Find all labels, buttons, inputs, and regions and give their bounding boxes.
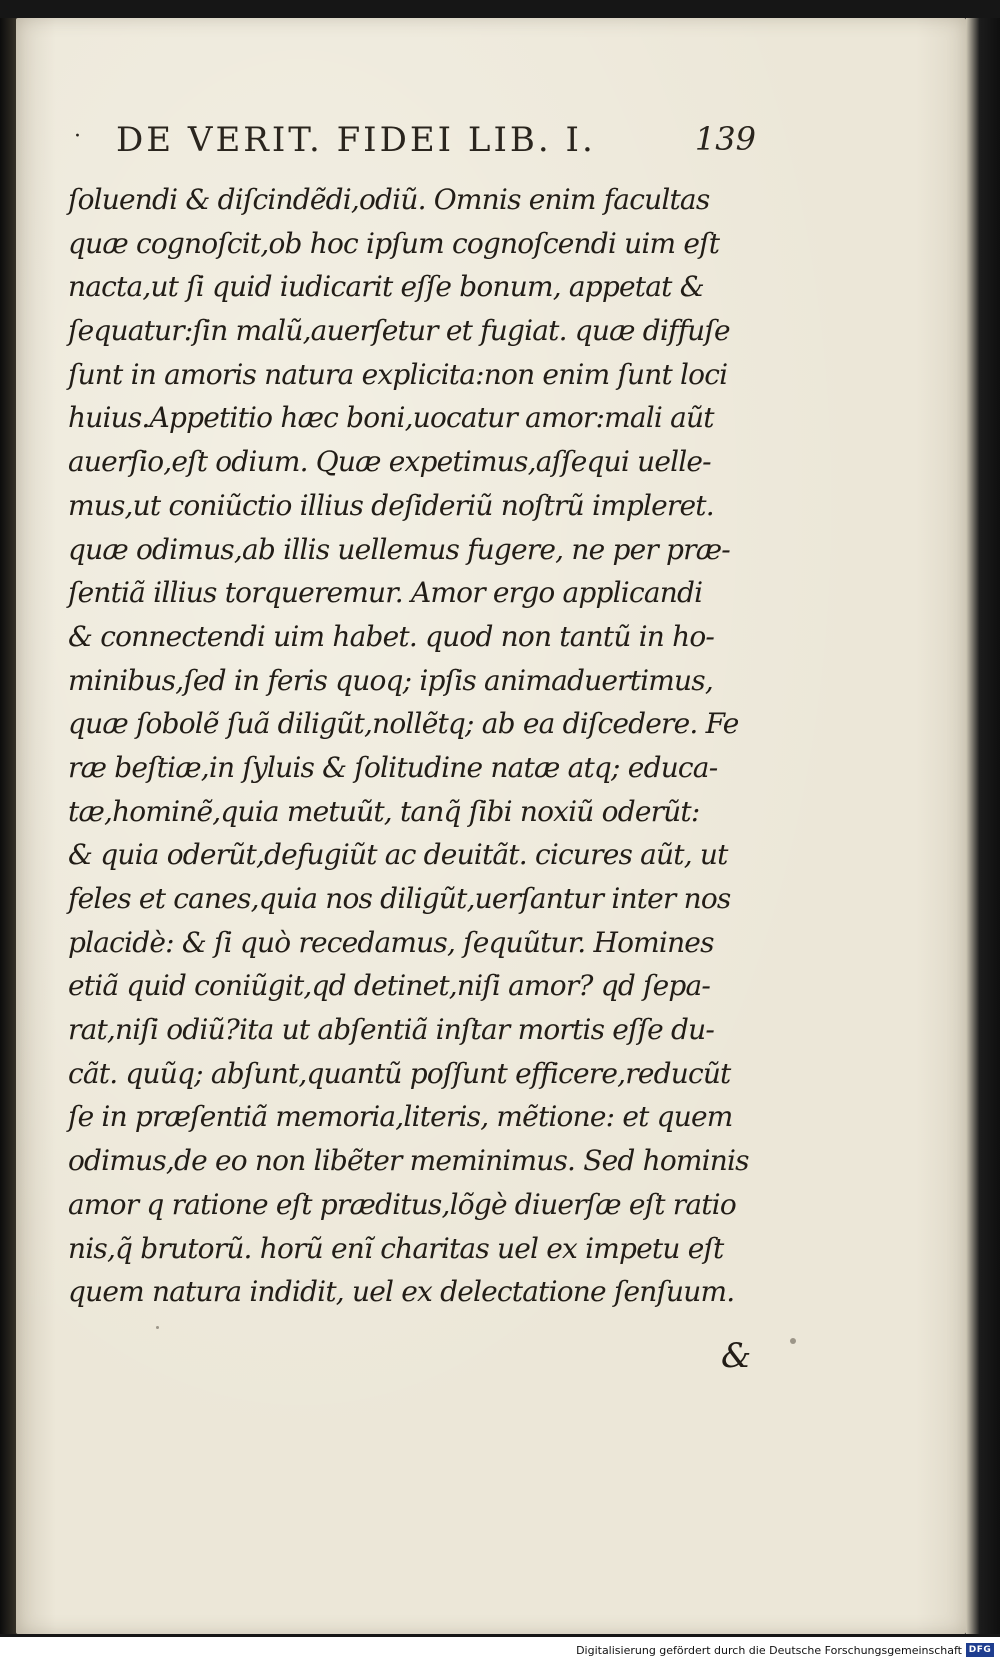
text-line: huius.Appetitio hæc boni,uocatur amor:mali aũt bbox=[68, 401, 714, 435]
text-line: ſe in præſentiã memoria,literis, mẽtione: et quem bbox=[68, 1100, 733, 1134]
text-line: cãt. quũq; abſunt,quantũ poſſunt efficere,reducũt bbox=[68, 1056, 731, 1090]
book-edge-right bbox=[966, 18, 1000, 1634]
text-line: quæ cognoſcit,ob hoc ipſum cognoſcendi uim eſt bbox=[68, 226, 720, 260]
text-line: & quia oderũt,defugiũt ac deuitãt. cicures aũt, ut bbox=[68, 838, 728, 872]
page-number: 139 bbox=[694, 120, 756, 158]
text-line: auerſio,eſt odium. Quæ expetimus,aſſequi uelle- bbox=[68, 445, 711, 479]
body-text bbox=[68, 178, 768, 1314]
text-line: mus,ut coniũctio illius deſideriũ noſtrũ impleret. bbox=[68, 488, 714, 522]
text-line: placidè: & ſi quò recedamus, ſequũtur. Homines bbox=[68, 925, 714, 959]
text-line: quæ odimus,ab illis uellemus fugere, ne per præ- bbox=[68, 532, 730, 566]
text-line: ſunt in amoris natura explicita:non enim ſunt loci bbox=[68, 357, 728, 391]
running-head bbox=[74, 118, 756, 164]
text-line: nis,q̃ brutorũ. horũ enĩ charitas uel ex impetu eſt bbox=[68, 1231, 724, 1265]
text-line: nacta,ut ſi quid iudicarit eſſe bonum, appetat & bbox=[68, 270, 704, 304]
book-page bbox=[16, 18, 966, 1634]
text-line: tæ,hominẽ,quia metuũt, tanq̃ ſibi noxiũ oderũt: bbox=[68, 794, 700, 828]
text-line: ſequatur:ſin malũ,auerſetur et fugiat. quæ diffuſe bbox=[68, 314, 730, 348]
text-line: amor q ratione eſt præditus,lõgè diuerſæ eſt ratio bbox=[68, 1187, 736, 1221]
dfg-logo-icon: DFG bbox=[966, 1643, 994, 1657]
text-line: ſentiã illius torqueremur. Amor ergo applicandi bbox=[68, 576, 703, 610]
footer-bar bbox=[0, 1637, 1000, 1661]
text-line: feles et canes,quia nos diligũt,uerſantur inter nos bbox=[68, 882, 731, 915]
ink-speck bbox=[156, 1326, 159, 1329]
text-line: minibus,ſed in feris quoq; ipſis animaduertimus, bbox=[68, 663, 713, 697]
margin-dot: · bbox=[74, 124, 81, 149]
running-head-title: DE VERIT. FIDEI LIB. I. bbox=[116, 120, 596, 160]
text-line: ræ beſtiæ,in ſyluis & ſolitudine natæ atq; educa- bbox=[68, 750, 718, 784]
text-line: quæ ſobolẽ ſuã diligũt,nollẽtq; ab ea diſcedere. Fe bbox=[68, 707, 739, 741]
text-line: odimus,de eo non libẽter meminimus. Sed hominis bbox=[68, 1144, 749, 1178]
text-line: rat,niſi odiũ?ita ut abſentiã inſtar mortis eſſe du- bbox=[68, 1013, 715, 1047]
text-line: ſoluendi & diſcindẽdi,odiũ. Omnis enim facultas bbox=[68, 183, 710, 216]
text-line: quem natura indidit, uel ex delectatione ſenſuum. bbox=[68, 1275, 735, 1309]
digitization-credit: Digitalisierung gefördert durch die Deutsche Forschungsgemeinschaft bbox=[576, 1644, 962, 1657]
ink-speck bbox=[790, 1338, 796, 1344]
catchword: & bbox=[721, 1336, 752, 1376]
text-line: etiã quid coniũgit,qd detinet,niſi amor? qd ſepa- bbox=[68, 969, 711, 1003]
text-line: & connectendi uim habet. quod non tantũ in ho- bbox=[68, 619, 715, 653]
